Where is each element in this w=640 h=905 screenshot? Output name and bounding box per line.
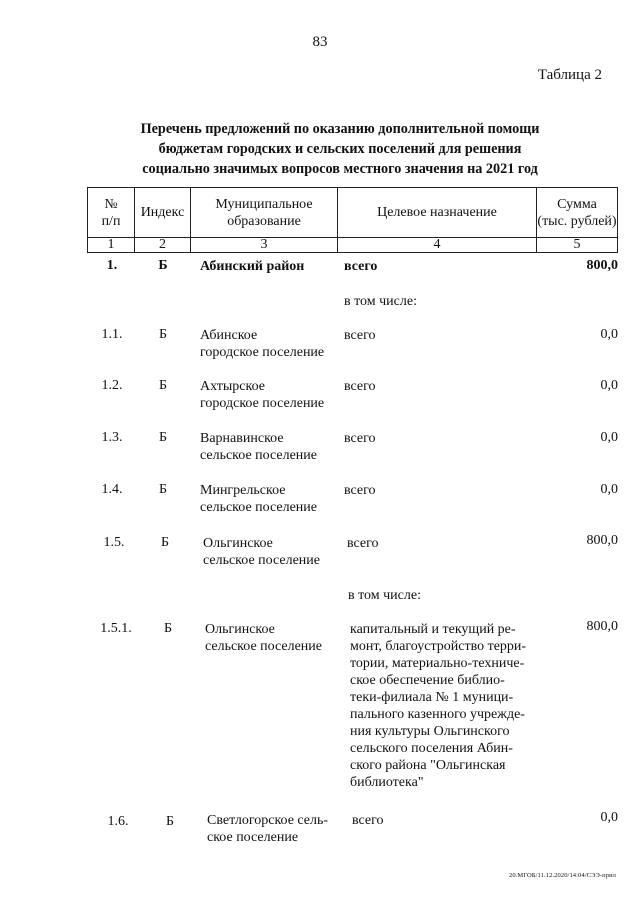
- row-number: 1.6.: [107, 814, 129, 829]
- header-muni-line1: Муниципальное: [215, 196, 313, 212]
- row-municipality: [205, 621, 322, 655]
- row-purpose-line: всего: [347, 536, 379, 551]
- footer-code: 20.МГОБ/11.12.2020/14:04/СЭЭ-прил: [509, 872, 616, 879]
- table-label: Таблица 2: [537, 67, 602, 83]
- row-sum: 0,0: [600, 327, 618, 342]
- row-sum: 0,0: [600, 378, 618, 393]
- row-number: 1.1.: [101, 327, 123, 342]
- row-municipality-line: Ахтырское: [200, 379, 265, 394]
- row-municipality: [203, 535, 320, 569]
- row-purpose: [344, 482, 376, 499]
- row-number: 1.: [106, 258, 118, 273]
- row-purpose-line: всего: [352, 813, 384, 828]
- row-municipality-line: сельское поселение: [203, 553, 320, 568]
- row-number: 1.5.1.: [100, 621, 132, 636]
- row-purpose: [344, 378, 376, 395]
- row-purpose: [344, 327, 376, 344]
- row-purpose-line: библиотека": [350, 775, 424, 790]
- row-purpose-line: сельского поселения Абин-: [350, 741, 513, 756]
- column-number: 5: [536, 237, 618, 253]
- row-sum: 800,0: [586, 533, 618, 548]
- row-municipality: [200, 430, 317, 464]
- row-sum: 800,0: [586, 619, 618, 634]
- row-purpose-line: монт, благоустройство терри-: [350, 639, 527, 654]
- header-purpose: [337, 187, 537, 238]
- row-purpose: [344, 258, 377, 275]
- row-purpose: [350, 621, 542, 791]
- row-municipality: [200, 482, 317, 516]
- title-line: бюджетам городских и сельских поселений для решения: [158, 141, 522, 157]
- row-municipality: [200, 378, 324, 412]
- row-municipality-line: Светлогорское сель-: [207, 813, 329, 828]
- row-municipality-line: сельское поселение: [205, 639, 322, 654]
- row-municipality-line: Ольгинское: [203, 536, 273, 551]
- header-num-line2: п/п: [101, 213, 121, 229]
- row-index: Б: [158, 430, 168, 445]
- column-number: 4: [337, 237, 537, 253]
- column-number: 2: [134, 237, 191, 253]
- row-municipality-line: городское поселение: [200, 345, 325, 360]
- row-purpose: [352, 812, 384, 829]
- table-header: [87, 187, 618, 253]
- row-number: 1.3.: [101, 430, 123, 445]
- row-municipality-line: Абинское: [200, 328, 258, 343]
- row-sum: 800,0: [586, 258, 618, 273]
- row-purpose-line: теки-филиала № 1 муници-: [350, 690, 514, 705]
- row-municipality-line: сельское поселение: [200, 448, 317, 463]
- subtotal-note: в том числе:: [344, 294, 417, 309]
- row-purpose: [347, 535, 379, 552]
- row-purpose-line: всего: [344, 328, 376, 343]
- row-municipality-line: Варнавинское: [200, 431, 284, 446]
- header-num: [87, 187, 135, 238]
- row-purpose-line: пального казенного учрежде-: [350, 707, 525, 722]
- row-index: Б: [160, 535, 170, 550]
- row-number: 1.2.: [101, 378, 123, 393]
- header-sum-line2: (тыс. рублей): [537, 213, 617, 229]
- header-index-label: Индекс: [140, 205, 185, 220]
- header-purpose-label: Целевое назначение: [377, 205, 497, 220]
- row-index: Б: [163, 621, 173, 636]
- row-municipality-line: Абинский район: [200, 259, 305, 274]
- row-municipality-line: городское поселение: [200, 396, 325, 411]
- row-purpose-line: всего: [344, 259, 378, 274]
- row-purpose-line: ского района "Ольгинская: [350, 758, 506, 773]
- row-number: 1.5.: [103, 535, 125, 550]
- title-line: Перечень предложений по оказанию дополнительной помощи: [140, 121, 540, 137]
- header-sum-line1: Сумма: [557, 196, 597, 212]
- row-purpose-line: капитальный и текущий ре-: [350, 622, 516, 637]
- row-municipality-line: Ольгинское: [205, 622, 275, 637]
- column-number: 3: [190, 237, 338, 253]
- title-line: социально значимых вопросов местного значения на 2021 год: [142, 161, 538, 177]
- row-index: Б: [158, 327, 168, 342]
- row-municipality: [207, 812, 328, 846]
- row-purpose-line: тории, материально-техниче-: [350, 656, 525, 671]
- row-municipality: [200, 258, 304, 275]
- row-purpose-line: ское обеспечение библио-: [350, 673, 505, 688]
- row-municipality-line: сельское поселение: [200, 500, 317, 515]
- column-number: 1: [87, 237, 135, 253]
- page-number: 83: [312, 34, 328, 50]
- row-number: 1.4.: [101, 482, 123, 497]
- row-purpose-line: всего: [344, 431, 376, 446]
- row-municipality: [200, 327, 324, 361]
- row-sum: 0,0: [600, 810, 618, 825]
- header-municipality: [190, 187, 338, 238]
- row-index: Б: [165, 814, 175, 829]
- row-index: Б: [158, 258, 168, 273]
- header-index: [134, 187, 191, 238]
- header-muni-line2: образование: [227, 213, 301, 229]
- row-sum: 0,0: [600, 482, 618, 497]
- header-sum: [536, 187, 618, 238]
- row-municipality-line: Мингрельское: [200, 483, 286, 498]
- row-index: Б: [158, 482, 168, 497]
- header-num-line1: №: [104, 196, 118, 212]
- row-sum: 0,0: [600, 430, 618, 445]
- row-index: Б: [158, 378, 168, 393]
- row-purpose-line: ния культуры Ольгинского: [350, 724, 510, 739]
- row-purpose-line: всего: [344, 379, 376, 394]
- document-title: [100, 119, 580, 179]
- row-purpose: [344, 430, 376, 447]
- subtotal-note: в том числе:: [348, 588, 421, 603]
- row-municipality-line: ское поселение: [207, 830, 299, 845]
- row-purpose-line: всего: [344, 483, 376, 498]
